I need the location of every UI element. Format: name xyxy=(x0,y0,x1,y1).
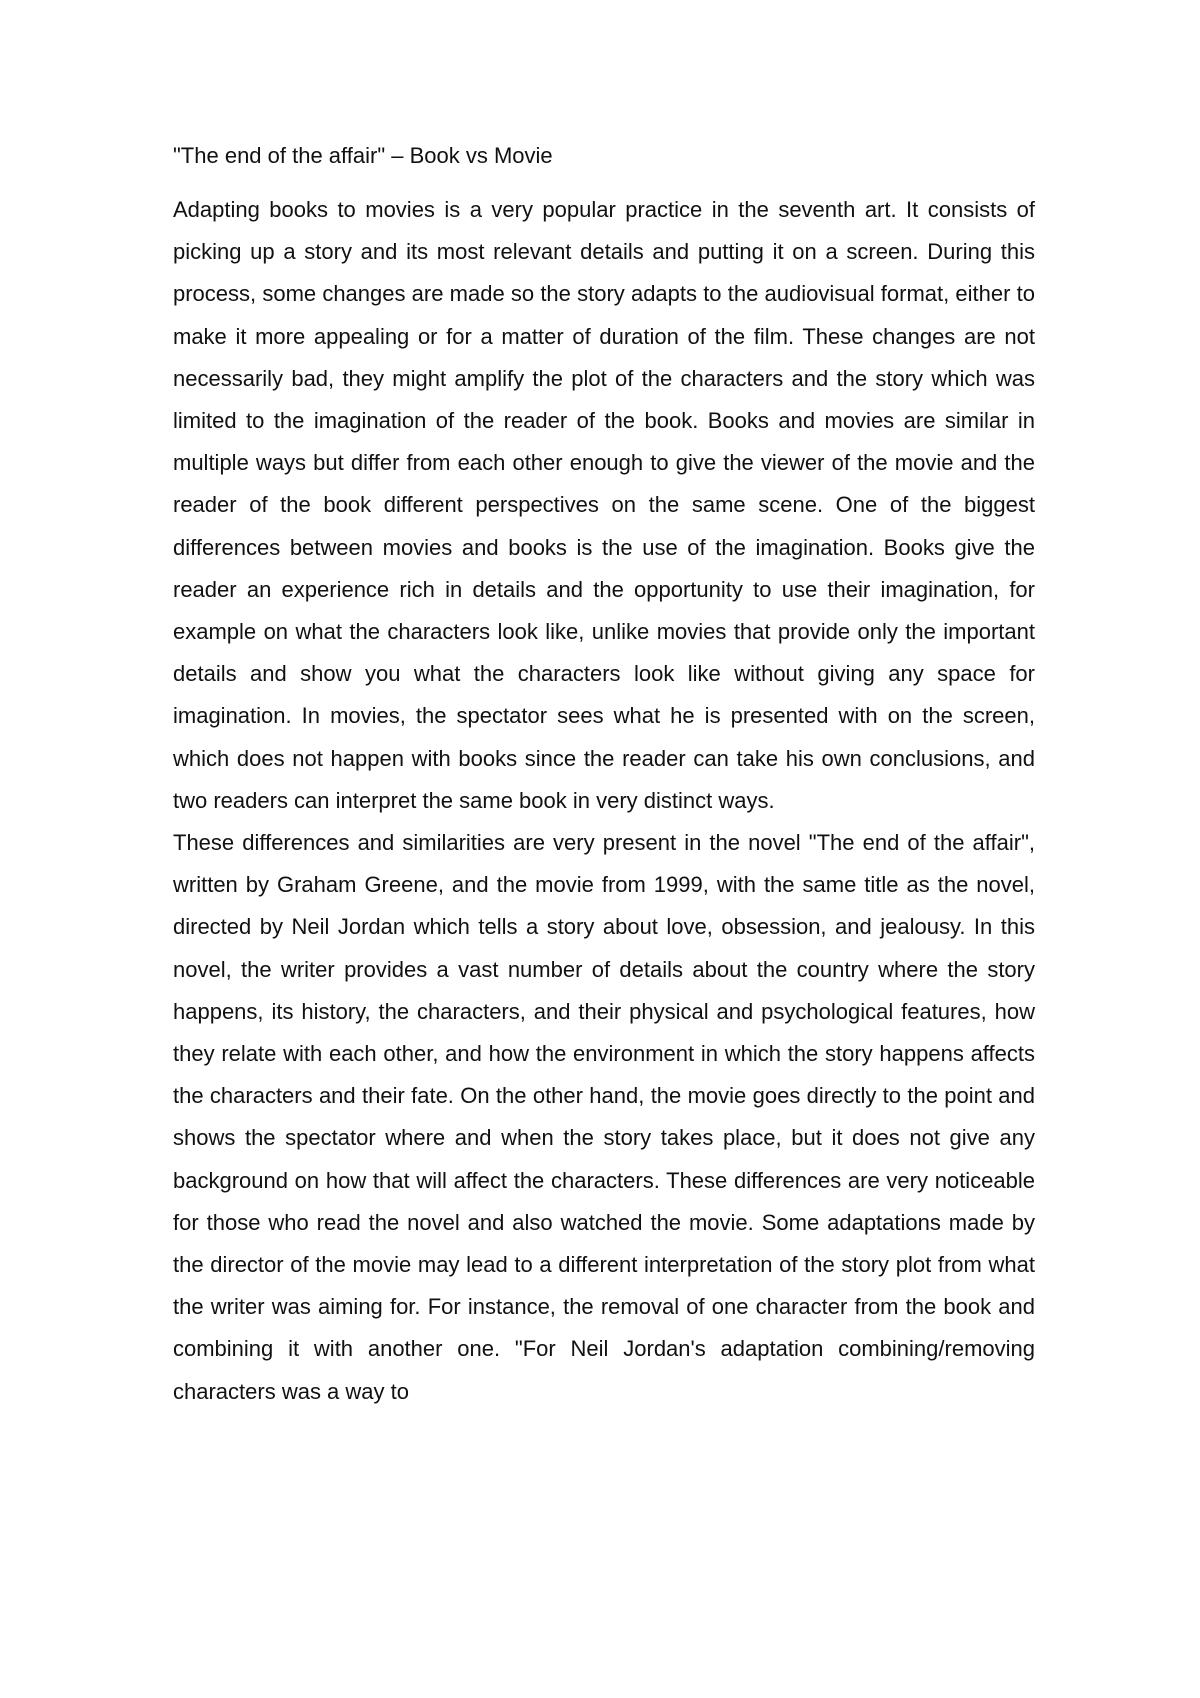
paragraph-2: These differences and similarities are very present in the novel "The end of the affair", written by Graham Greene, and the movie from 1999, with the same title as the novel, directed by Neil Jordan which tells a story about love, obsession, and jealousy. In this novel, the writer provides a vast number of details about the country where the story happens, its history, the characters, and their physical and psychological features, how they relate with each other, and how the environment in which the story happens affects the characters and their fate. On the other hand, the movie goes directly to the point and shows the spectator where and when the story takes place, but it does not give any background on how that will affect the characters. These differences are very noticeable for those who read the novel and also watched the movie. Some adaptations made by the director of the movie may lead to a different interpretation of the story plot from what the writer was aiming for. For instance, the removal of one character from the book and combining it with another one. "For Neil Jordan's adaptation combining/removing characters was a way to xyxy=(173,830,1035,1404)
paragraph-1: Adapting books to movies is a very popular practice in the seventh art. It consists of picking up a story and its most relevant details and putting it on a screen. During this process, some changes are made so the story adapts to the audiovisual format, either to make it more appealing or for a matter of duration of the film. These changes are not necessarily bad, they might amplify the plot of the characters and the story which was limited to the imagination of the reader of the book. Books and movies are similar in multiple ways but differ from each other enough to give the viewer of the movie and the reader of the book different perspectives on the same scene. One of the biggest differences between movies and books is the use of the imagination. Books give the reader an experience rich in details and the opportunity to use their imagination, for example on what the characters look like, unlike movies that provide only the important details and show you what the characters look like without giving any space for imagination. In movies, the spectator sees what he is presented with on the screen, which does not happen with books since the reader can take his own conclusions, and two readers can interpret the same book in very distinct ways. xyxy=(173,197,1035,813)
document-title: "The end of the affair" – Book vs Movie xyxy=(173,143,553,168)
document-body xyxy=(173,141,1035,1413)
